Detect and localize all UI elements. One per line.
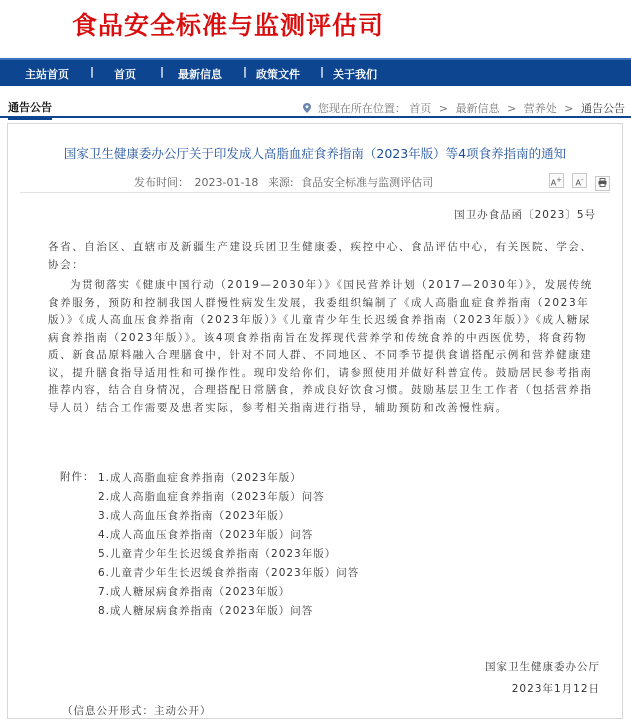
nav-item-about[interactable]: 关于我们 (333, 68, 377, 81)
nav-item-home[interactable]: 首页 (114, 68, 136, 81)
publish-date: 2023-01-18 (194, 176, 259, 189)
greeting-paragraph: 各省、自治区、直辖市及新疆生产建设兵团卫生健康委，疾控中心、食品评估中心，有关医院、学会、协会： (48, 241, 593, 271)
nav-item-main-home[interactable]: 主站首页 (25, 68, 69, 81)
nav-separator: | (243, 65, 248, 78)
document-number: 国卫办食品函〔2023〕5号 (454, 209, 596, 221)
divider (20, 192, 610, 193)
attachments-label: 附件： (60, 471, 95, 483)
print-icon[interactable] (595, 176, 610, 191)
site-title[interactable]: 食品安全标准与监测评估司 (72, 11, 385, 40)
breadcrumb-home[interactable]: 首页 (409, 102, 432, 115)
font-increase-icon[interactable]: A+ (549, 173, 564, 188)
attachment-link[interactable]: 1.成人高脂血症食养指南（2023年版） (98, 472, 302, 484)
body-paragraph: 为贯彻落实《健康中国行动（2019—2030年）》《国民营养计划（2017—2030年）》，发展传统食养服务，预防和控制我国人群慢性病发生发展，我委组织编制了《成人高脂血症食养指南（2023年版）》《成人高血压食养指南（2023年版）》《儿童青少年生长迟缓食养指南（2023年版）》《成人糖尿病食养指南（2023年版）》。该4项食养指南旨在发挥现代营养学和传统食养的中西医优势，将食药物质、新食品原料融入合理膳食中，针对不同人群、不同地区、不同季节提供食谱搭配示例和营养健康建议，提升膳食指导适用性和可操作性。现印发给你们，请参照使用并做好科普宣传。鼓励居民参考指南推荐内容，结合自身情况，合理搭配日常膳食，养成良好饮食习惯。鼓励基层卫生工作者（包括营养指导人员）结合工作需要及患者实际，参考相关指南进行指导，辅助预防和改善慢性病。 (48, 279, 593, 414)
attachment-link[interactable]: 7.成人糖尿病食养指南（2023年版） (98, 586, 291, 598)
attachment-link[interactable]: 4.成人高血压食养指南（2023年版）问答 (98, 529, 314, 541)
site-header (0, 0, 631, 58)
location-pin-icon (303, 103, 311, 113)
article-container (7, 123, 623, 719)
font-decrease-icon[interactable]: A- (572, 173, 587, 188)
breadcrumb (303, 100, 625, 116)
breadcrumb-prefix: 您现在所在位置： (317, 102, 406, 115)
attachment-link[interactable]: 6.儿童青少年生长迟缓食养指南（2023年版）问答 (98, 567, 360, 579)
publicity-form: （信息公开形式：主动公开） (62, 705, 212, 717)
breadcrumb-current[interactable]: 通告公告 (581, 102, 625, 115)
sign-date: 2023年1月12日 (511, 683, 600, 695)
publish-label: 发布时间： (134, 176, 189, 189)
article-meta (134, 174, 433, 190)
signer: 国家卫生健康委办公厅 (485, 661, 600, 673)
nav-item-latest[interactable]: 最新信息 (178, 68, 222, 81)
nav-separator: | (90, 65, 95, 78)
attachment-link[interactable]: 2.成人高脂血症食养指南（2023年版）问答 (98, 491, 325, 503)
article-tools (546, 171, 610, 191)
source-value: 食品安全标准与监测评估司 (301, 176, 434, 189)
nav-item-policy[interactable]: 政策文件 (256, 68, 300, 81)
source-label: 来源: (267, 176, 294, 189)
attachments-list (98, 469, 359, 621)
main-nav (0, 58, 631, 86)
nav-separator: | (160, 65, 165, 78)
section-title: 通告公告 (8, 99, 52, 120)
attachment-link[interactable]: 8.成人糖尿病食养指南（2023年版）问答 (98, 605, 314, 617)
breadcrumb-nutrition[interactable]: 营养处 (523, 102, 557, 115)
breadcrumb-separator: > (507, 102, 517, 115)
section-bar (0, 96, 631, 118)
breadcrumb-latest[interactable]: 最新信息 (455, 102, 500, 115)
breadcrumb-separator: > (438, 102, 449, 115)
article-title: 国家卫生健康委办公厅关于印发成人高脂血症食养指南（2023年版）等4项食养指南的通知 (63, 146, 567, 161)
nav-separator: | (320, 65, 325, 78)
attachment-link[interactable]: 3.成人高血压食养指南（2023年版） (98, 510, 291, 522)
attachment-link[interactable]: 5.儿童青少年生长迟缓食养指南（2023年版） (98, 548, 337, 560)
breadcrumb-separator: > (564, 102, 574, 115)
